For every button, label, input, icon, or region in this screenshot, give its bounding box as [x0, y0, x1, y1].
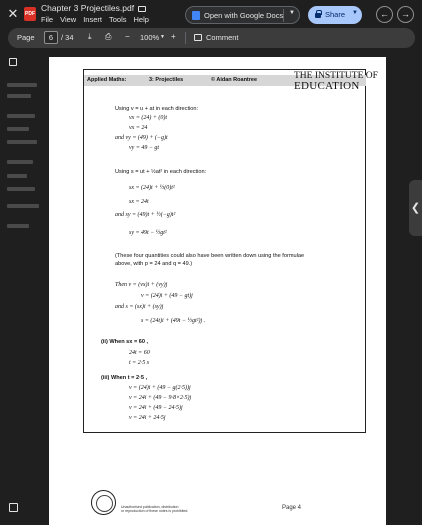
sidebar-item [7, 127, 29, 131]
doc-line: v = 24i + 24·5j [129, 415, 166, 421]
sidebar-item [7, 140, 37, 144]
close-icon[interactable]: ✕ [7, 6, 19, 21]
share-label: Share [325, 10, 346, 19]
institute-seal [91, 490, 116, 515]
doc-line: (iii) When t = 2·5 , [101, 375, 148, 381]
document-title [41, 3, 146, 13]
doc-line: Then v = (vx)i + (vy)j [115, 282, 168, 288]
folder-icon[interactable] [138, 6, 146, 12]
document-title-text: Chapter 3 Projectiles.pdf [41, 3, 135, 13]
page-total: / 34 [61, 33, 74, 42]
copyright-line-2: or reproduction of these notes is prohibited. [121, 509, 189, 513]
doc-line: 24t = 60 [129, 350, 150, 356]
doc-line: t = 2·5 s [129, 360, 150, 366]
sidebar-item [7, 160, 33, 164]
doc-line: and sy = (49)t + ½(−g)t² [115, 212, 176, 218]
doc-line: s = (24t)i + (49t − ½gt²)j . [141, 318, 206, 324]
menu-insert[interactable]: Insert [83, 15, 102, 24]
dimmed-sidebar [0, 52, 50, 525]
plus-icon[interactable]: + [171, 32, 176, 41]
doc-line: sx = 24t [129, 199, 149, 205]
share-button[interactable] [308, 6, 362, 24]
chevron-down-icon[interactable]: ▼ [289, 10, 295, 16]
sidebar-item [7, 224, 29, 228]
doc-line: v = (24)i + (49 − g(2·5))j [129, 385, 191, 391]
google-docs-icon [192, 11, 200, 20]
doc-line: v = (24)i + (49 − gt)j [141, 293, 193, 299]
panel-icon[interactable] [9, 58, 17, 66]
button-divider [283, 9, 284, 22]
arrow-left-icon[interactable]: ← [376, 6, 393, 23]
toolbar-divider [185, 32, 186, 44]
open-with-label: Open with Google Docs [204, 11, 284, 20]
page-content-frame [83, 69, 378, 433]
copyright-note [121, 505, 188, 513]
title-bar [0, 0, 422, 28]
sidebar-item [7, 204, 39, 208]
pdf-file-icon: PDF [24, 7, 36, 21]
header-subject: Applied Maths: [87, 76, 127, 83]
arrow-right-icon[interactable]: → [397, 6, 414, 23]
doc-line: (ii) When sx = 60 , [101, 339, 149, 345]
institute-logo [294, 72, 378, 92]
menu-view[interactable]: View [60, 15, 77, 24]
zoom-level[interactable]: 100% [140, 33, 160, 42]
open-with-google-docs-button[interactable] [185, 6, 300, 24]
doc-line: v = 24i + (49 − 9·8×2·5)j [129, 395, 192, 401]
print-icon[interactable]: ⎙ [105, 32, 112, 41]
comment-icon[interactable] [194, 34, 202, 41]
copyright-line-1: Unauthorised publication, distribution [121, 505, 179, 509]
header-author: © Aidan Roantree [211, 76, 258, 83]
doc-line: vy = 49 − gt [129, 145, 160, 151]
page-number: Page 4 [282, 505, 302, 511]
chevron-left-icon[interactable]: ❮ [409, 180, 422, 236]
page-label: Page [17, 33, 35, 42]
minus-icon[interactable]: − [125, 32, 130, 41]
sidebar-item [7, 174, 27, 178]
doc-line: v = 24i + (49 − 24·5)j [129, 405, 183, 411]
lock-icon [315, 10, 321, 18]
doc-line: above, with p = 24 and q = 49.) [115, 261, 193, 267]
doc-line: Using s = ut + ½at² in each direction: [115, 169, 207, 175]
sidebar-item [7, 114, 35, 118]
doc-line: vx = (24) + (0)t [129, 115, 168, 121]
zoom-dropdown-icon[interactable]: ▼ [160, 34, 165, 40]
doc-line: vx = 24 [129, 125, 148, 131]
download-icon[interactable]: ⤓ [88, 32, 92, 41]
menu-bar [41, 15, 156, 24]
doc-line: sx = (24)t + ½(0)t² [129, 185, 175, 191]
doc-line: and s = (sx)i + (sy)j [115, 304, 164, 310]
header-chapter: 3: Projectiles [149, 76, 184, 83]
menu-tools[interactable]: Tools [108, 15, 127, 24]
pdf-page [49, 57, 386, 525]
doc-line: (These four quantities could also have been written down using the formulae [115, 253, 305, 259]
menu-file[interactable]: File [41, 15, 54, 24]
sidebar-item [7, 83, 37, 87]
sidebar-item [7, 187, 35, 191]
logo-line-2: EDUCATION [294, 80, 360, 92]
logo-line-1: THE INSTITUTE OF [294, 71, 378, 81]
comment-button[interactable]: Comment [206, 33, 239, 42]
share-dropdown-icon[interactable]: ▼ [352, 10, 358, 16]
doc-line: Using v = u + at in each direction: [115, 106, 199, 112]
menu-help[interactable]: Help [133, 15, 149, 24]
sidebar-toggle-icon[interactable] [9, 503, 18, 512]
doc-line: and vy = (49) + (−g)t [115, 135, 168, 141]
pdf-toolbar [8, 28, 415, 48]
sidebar-item [7, 94, 31, 98]
page-number-input[interactable]: 6 [44, 31, 58, 44]
doc-line: sy = 49t − ½gt² [129, 230, 167, 236]
